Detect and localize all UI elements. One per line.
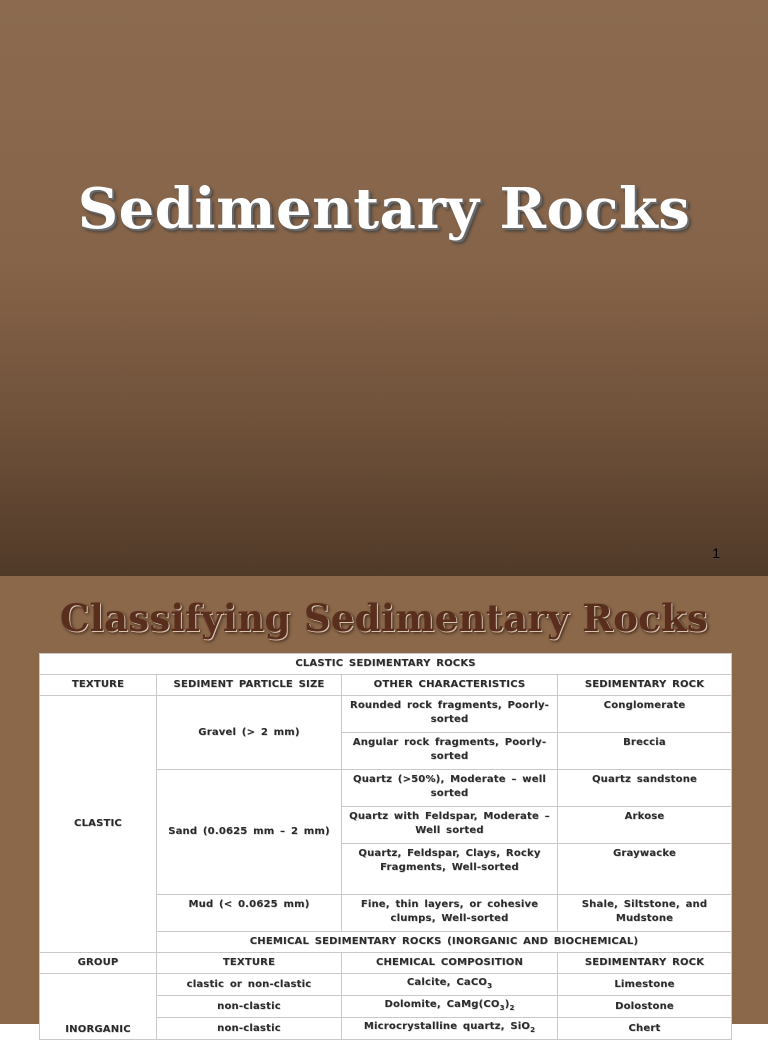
characteristics-cell: Rounded rock fragments, Poorly-sorted — [342, 696, 558, 733]
texture-cell: non-clastic — [157, 1018, 342, 1040]
rock-name-cell: Graywacke — [558, 844, 732, 895]
particle-size-cell: Gravel (> 2 mm) — [157, 696, 342, 770]
composition-cell — [342, 1018, 558, 1040]
texture-cell: non-clastic — [157, 996, 342, 1018]
table-section-header — [40, 654, 732, 675]
characteristics-cell: Fine, thin layers, or cohesive clumps, Well-sorted — [342, 895, 558, 932]
rock-name-cell: Limestone — [558, 974, 732, 996]
characteristics-cell: Quartz, Feldspar, Clays, Rocky Fragments, Well-sorted — [342, 844, 558, 895]
composition-label: Dolomite, — [384, 999, 441, 1010]
column-header: GROUP — [40, 953, 157, 974]
slide-title: Classifying Sedimentary Rocks — [59, 596, 709, 640]
rock-name-cell: Chert — [558, 1018, 732, 1040]
rock-name-cell: Arkose — [558, 807, 732, 844]
texture-cell: CLASTIC — [40, 696, 157, 953]
composition-cell — [342, 974, 558, 996]
table-row — [40, 696, 732, 733]
chemical-formula: SiO$_2$ — [510, 1021, 536, 1034]
group-cell: INORGANIC — [40, 974, 157, 1040]
column-header: TEXTURE — [157, 953, 342, 974]
column-header: SEDIMENTARY ROCK — [558, 675, 732, 696]
chemical-formula: CaCO$_3$ — [456, 977, 493, 990]
composition-label: Calcite, — [406, 977, 451, 988]
composition-label: Microcrystalline quartz, — [363, 1021, 505, 1032]
particle-size-cell: Mud (< 0.0625 mm) — [157, 895, 342, 932]
column-header: OTHER CHARACTERISTICS — [342, 675, 558, 696]
slide-title: Sedimentary Rocks — [77, 176, 691, 242]
rock-name-cell: Quartz sandstone — [558, 770, 732, 807]
slide-number: 1 — [712, 545, 720, 561]
rock-name-cell: Breccia — [558, 733, 732, 770]
column-header: TEXTURE — [40, 675, 157, 696]
table-header-row — [40, 675, 732, 696]
rock-name-cell: Dolostone — [558, 996, 732, 1018]
rock-name-cell: Conglomerate — [558, 696, 732, 733]
characteristics-cell: Quartz with Feldspar, Moderate –Well sorted — [342, 807, 558, 844]
table-header-row — [40, 953, 732, 974]
particle-size-cell: Sand (0.0625 mm – 2 mm) — [157, 770, 342, 895]
chemical-formula: $CaMg(CO_3)_2$ — [446, 999, 515, 1012]
clastic-section-caption: CLASTIC SEDIMENTARY ROCKS — [40, 654, 732, 675]
classification-slide — [0, 576, 768, 1035]
column-header: CHEMICAL COMPOSITION — [342, 953, 558, 974]
column-header: SEDIMENTARY ROCK — [558, 953, 732, 974]
composition-cell — [342, 996, 558, 1018]
chemical-section-caption: CHEMICAL SEDIMENTARY ROCKS (INORGANIC AND BIOCHEMICAL) — [157, 932, 732, 953]
characteristics-cell: Angular rock fragments, Poorly-sorted — [342, 733, 558, 770]
characteristics-cell: Quartz (>50%), Moderate – well sorted — [342, 770, 558, 807]
classification-table — [39, 653, 732, 1040]
table-row — [40, 974, 732, 996]
column-header: SEDIMENT PARTICLE SIZE — [157, 675, 342, 696]
texture-cell: clastic or non-clastic — [157, 974, 342, 996]
rock-name-cell: Shale, Siltstone, and Mudstone — [558, 895, 732, 932]
